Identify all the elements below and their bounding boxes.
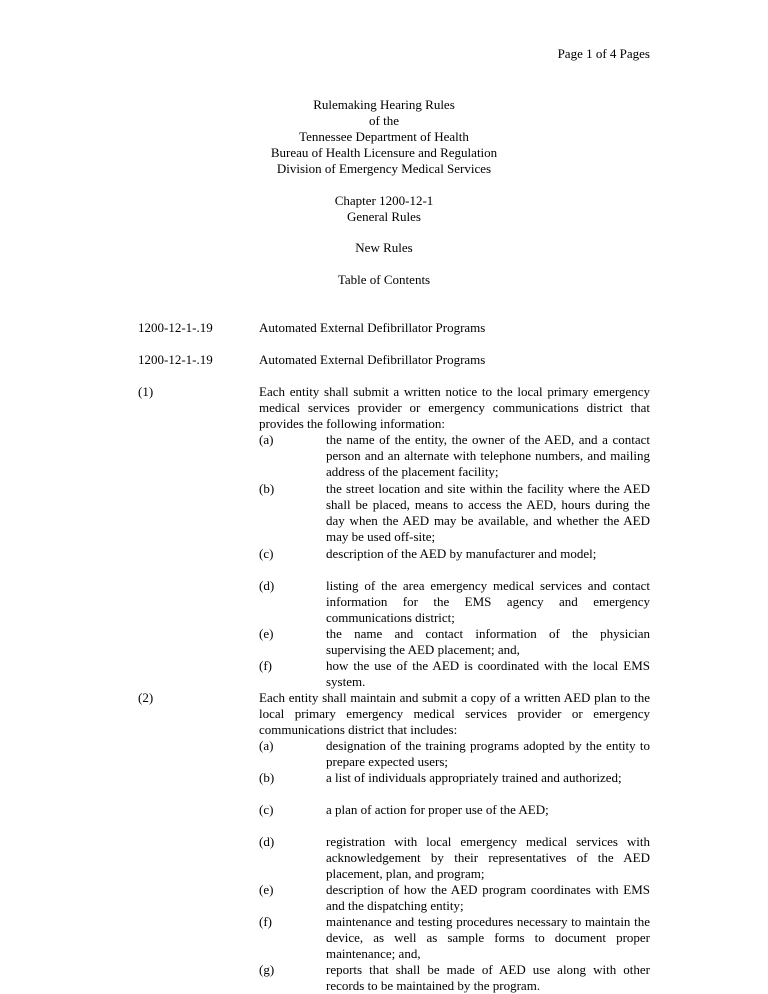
list-item-label: (f): [259, 658, 272, 673]
list-item-label: (a): [259, 738, 274, 753]
list-item-text: the street location and site within the facility where the AED shall be placed, means to access the AED, hours during the day when the AED may be available, and whether the AED may be used off-site;: [326, 481, 650, 544]
list-item-label: (e): [259, 882, 274, 897]
document-header: [0, 97, 768, 177]
list-item-text: the name of the entity, the owner of the AED, and a contact person and an alternate with telephone numbers, and mailing address of the placement facility;: [326, 432, 650, 479]
paragraph-number: (2): [138, 690, 154, 705]
list-item-text: how the use of the AED is coordinated with the local EMS system.: [326, 658, 650, 689]
list-item-text: designation of the training programs adopted by the entity to prepare expected users;: [326, 738, 650, 769]
list-item-label: (d): [259, 834, 275, 849]
list-item-text: a plan of action for proper use of the AED;: [326, 802, 549, 817]
list-item-text: listing of the area emergency medical services and contact information for the EMS agency and emergency communications district;: [326, 578, 650, 625]
list-item-label: (c): [259, 546, 274, 561]
paragraph-text: Each entity shall submit a written notice to the local primary emergency medical services provider or emergency communications district that provides the following information:: [259, 384, 650, 431]
list-item-text: description of how the AED program coordinates with EMS and the dispatching entity;: [326, 882, 650, 913]
chapter-number: Chapter 1200-12-1: [334, 193, 434, 208]
list-item-text: a list of individuals appropriately trained and authorized;: [326, 770, 622, 785]
chapter-block: [0, 193, 768, 225]
list-item-text: maintenance and testing procedures necessary to maintain the device, as well as sample forms to document proper maintenance; and,: [326, 914, 650, 961]
toc-entry-code: 1200-12-1-.19: [138, 320, 213, 335]
header-line: Tennessee Department of Health: [299, 129, 469, 144]
page-number: Page 1 of 4 Pages: [557, 46, 650, 61]
new-rules-heading: New Rules: [355, 240, 413, 255]
list-item-text: description of the AED by manufacturer and model;: [326, 546, 597, 561]
header-line: Rulemaking Hearing Rules: [313, 97, 455, 112]
header-line: of the: [369, 113, 399, 128]
paragraph-text: Each entity shall maintain and submit a copy of a written AED plan to the local primary emergency medical services provider or emergency communications district that includes:: [259, 690, 650, 737]
list-item-label: (g): [259, 962, 275, 977]
toc-entry-title: Automated External Defibrillator Programs: [259, 320, 486, 335]
rule-title: Automated External Defibrillator Programs: [259, 352, 486, 367]
toc-entry: [138, 320, 485, 336]
list-item-label: (e): [259, 626, 274, 641]
list-item-label: (c): [259, 802, 274, 817]
list-item-label: (f): [259, 914, 272, 929]
rule-code: 1200-12-1-.19: [138, 352, 213, 367]
toc-heading: Table of Contents: [337, 272, 431, 287]
list-item-label: (b): [259, 481, 275, 496]
paragraph-number: (1): [138, 384, 154, 399]
list-item-text: registration with local emergency medical services with acknowledgement by their representatives of the AED placement, plan, and program;: [326, 834, 650, 881]
header-line: Bureau of Health Licensure and Regulation: [270, 145, 498, 160]
list-item-text: reports that shall be made of AED use along with other records to be maintained by the program.: [326, 962, 650, 993]
rule-heading: [138, 352, 485, 368]
list-item-label: (a): [259, 432, 274, 447]
chapter-subtitle: General Rules: [346, 209, 421, 224]
header-line: Division of Emergency Medical Services: [276, 161, 492, 176]
list-item-label: (b): [259, 770, 275, 785]
list-item-text: the name and contact information of the physician supervising the AED placement; and,: [326, 626, 650, 657]
list-item-label: (d): [259, 578, 275, 593]
